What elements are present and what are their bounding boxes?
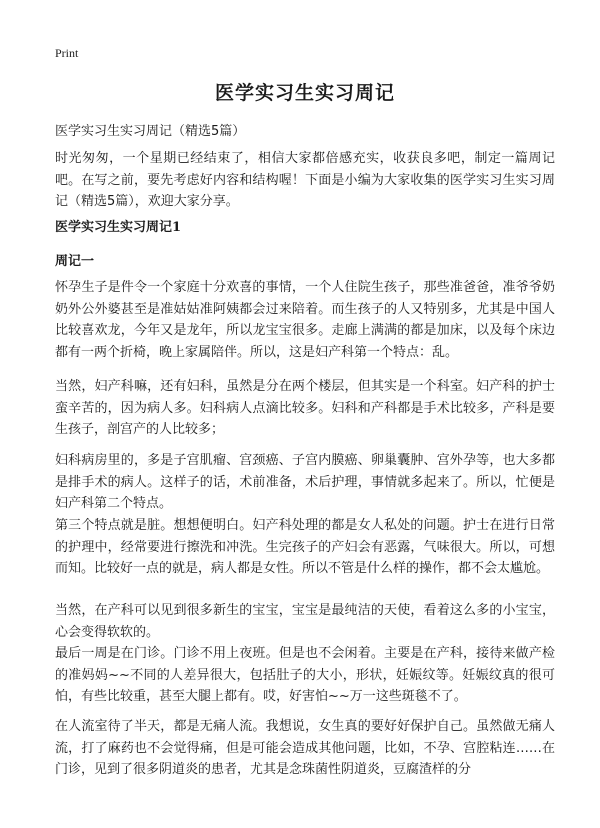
section-heading: 医学实习生实习周记1: [55, 220, 182, 235]
week-heading: 周记一: [55, 254, 95, 269]
page-title: 医学实习生实习周记: [214, 82, 395, 104]
body-paragraph: 当然，妇产科嘛，还有妇科，虽然是分在两个楼层，但其实是一个科室。妇产科的护士蛮辛苦的，因为病人多。妇科病人点滴比较多。妇科和产科都是手术比较多，产科是要生孩子，剖宫产的人比较多；: [55, 379, 555, 437]
intro-paragraph: 时光匆匆，一个星期已经结束了，相信大家都倍感充实，收获良多吧，制定一篇周记吧。在写之前，要先考虑好内容和结构喔！下面是小编为大家收集的医学实习生实习周记（精选5篇），欢迎大家分享。: [55, 151, 555, 209]
body-paragraph: 第三个特点就是脏。想想便明白。妇产科处理的都是女人私处的问题。护士在进行日常的护理中，经常要进行擦洗和冲洗。生完孩子的产妇会有恶露，气味很大。所以，可想而知。比较好一点的就是，病人都是女性。所以不管是什么样的操作，都不会太尴尬。: [55, 518, 555, 576]
body-paragraph: 在人流室待了半天，都是无痛人流。我想说，女生真的要好好保护自己。虽然做无痛人流，打了麻药也不会觉得痛，但是可能会造成其他问题，比如，不孕、宫腔粘连……在门诊，见到了很多阴道炎的患者，尤其是念珠菌性阴道炎，豆腐渣样的分: [55, 719, 555, 777]
body-paragraph: 当然，在产科可以见到很多新生的宝宝，宝宝是最纯洁的天使，看着这么多的小宝宝，心会变得软软的。: [55, 603, 555, 640]
body-paragraph: 怀孕生子是件令一个家庭十分欢喜的事情，一个人住院生孩子，那些准爸爸，准爷爷奶奶外公外婆甚至是准姑姑准阿姨都会过来陪着。而生孩子的人又特别多，尤其是中国人比较喜欢龙，今年又是龙年，所以龙宝宝很多。走廊上满满的都是加床，以及每个床边都有一两个折椅，晚上家属陪伴。所以，这是妇产科第一个特点：乱。: [55, 280, 555, 360]
print-link[interactable]: Print: [55, 46, 79, 60]
body-paragraph: 最后一周是在门诊。门诊不用上夜班。但是也不会闲着。主要是在产科，接待来做产检的准妈妈~~不同的人差异很大，包括肚子的大小，形状，妊娠纹等。妊娠纹真的很可怕，有些比较重，甚至大腿上都有。哎，好害怕~~万一这些斑毯不了。: [55, 646, 555, 704]
body-paragraph: 妇科病房里的，多是子宫肌瘤、宫颈癌、子宫内膜癌、卵巢囊肿、宫外孕等，也大多都是排手术的病人。这样子的话，术前准备，术后护理，事情就多起来了。所以，忙便是妇产科第二个特点。: [55, 453, 555, 511]
subtitle: 医学实习生实习周记（精选5篇）: [55, 124, 246, 139]
